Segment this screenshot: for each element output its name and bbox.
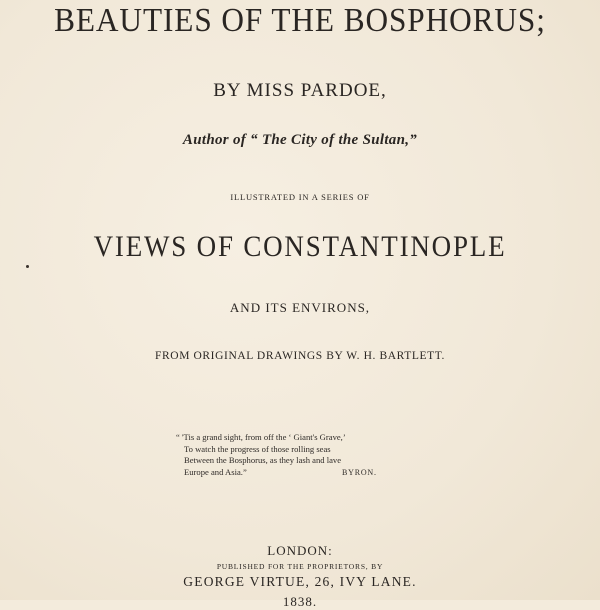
epigraph-attribution: BYRON. <box>342 467 377 477</box>
epigraph-line: To watch the progress of those rolling seas <box>184 443 331 454</box>
author-credit: Author of “ The City of the Sultan,” <box>182 132 418 148</box>
imprint-city: LONDON: <box>267 543 333 558</box>
drawings-line: FROM ORIGINAL DRAWINGS BY W. H. BARTLETT. <box>155 350 445 362</box>
epigraph-line: “ 'Tis a grand sight, from off the ‘ Giant's Grave,’ <box>176 432 346 442</box>
imprint-published-line: PUBLISHED FOR THE PROPRIETORS, BY <box>216 562 384 571</box>
environs-line: AND ITS ENVIRONS, <box>229 300 371 315</box>
imprint-publisher: GEORGE VIRTUE, 26, IVY LANE. <box>183 574 417 589</box>
epigraph <box>176 432 436 478</box>
author-line: BY MISS PARDOE, <box>213 80 387 101</box>
epigraph-line: Between the Bosphorus, as they lash and lave <box>184 455 342 465</box>
imprint-year: 1838. <box>282 594 318 609</box>
illustrated-line: ILLUSTRATED IN A SERIES OF <box>230 192 370 202</box>
views-title: VIEWS OF CONSTANTINOPLE <box>93 230 507 263</box>
book-title: BEAUTIES OF THE BOSPHORUS; <box>54 2 546 39</box>
epigraph-line: Europe and Asia.” <box>184 466 247 477</box>
paper-speck <box>26 265 29 268</box>
